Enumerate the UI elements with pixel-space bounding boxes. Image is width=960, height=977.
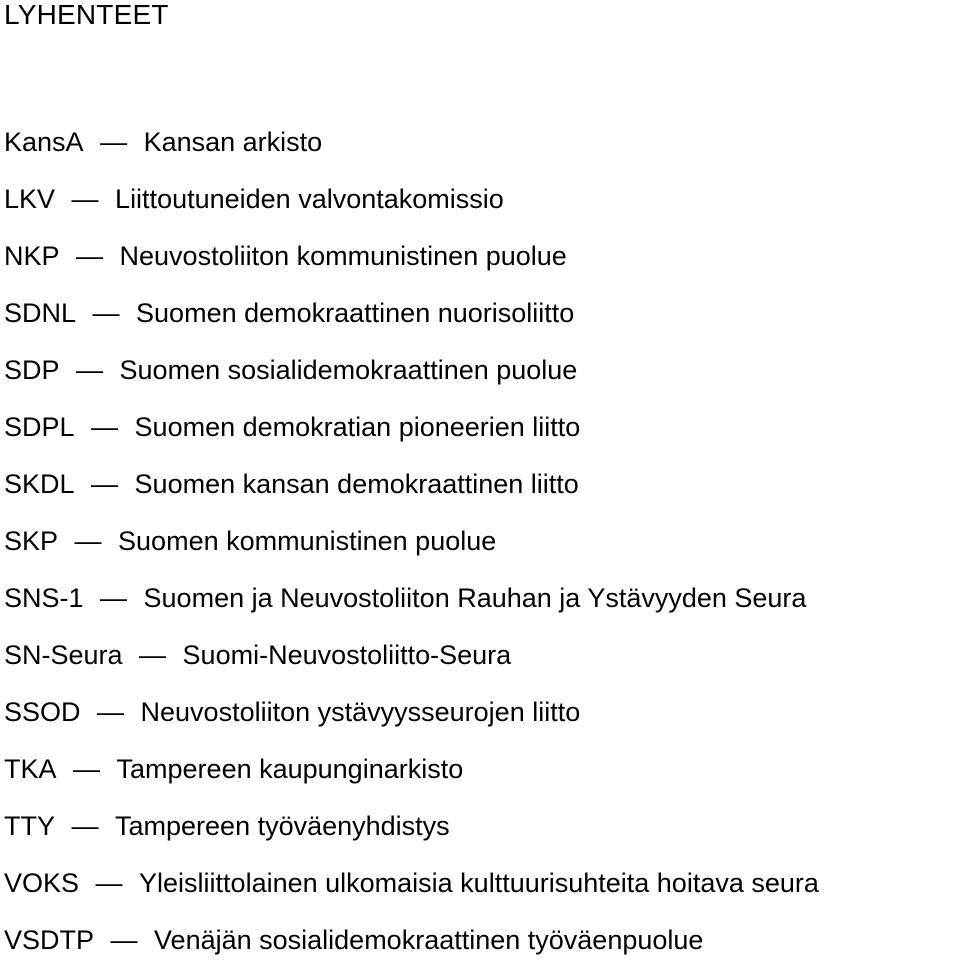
dash-separator: — [91, 412, 119, 442]
abbreviation-code: SDP [4, 355, 60, 385]
abbreviation-code: TKA [4, 754, 57, 784]
list-item [4, 122, 819, 179]
abbreviation-code: NKP [4, 241, 60, 271]
dash-separator: — [71, 811, 99, 841]
dash-separator: — [73, 754, 101, 784]
abbreviation-meaning: Suomen kansan demokraattinen liitto [134, 469, 579, 499]
abbreviation-meaning: Neuvostoliiton ystävyysseurojen liitto [140, 697, 581, 727]
abbreviation-code: SDPL [4, 412, 75, 442]
list-item [4, 578, 819, 635]
abbreviation-code: SNS-1 [4, 583, 84, 613]
abbreviation-meaning: Kansan arkisto [143, 127, 323, 157]
list-item [4, 179, 819, 236]
abbreviation-meaning: Suomen sosialidemokraattinen puolue [119, 355, 578, 385]
abbreviation-code: SKP [4, 526, 59, 556]
abbreviation-code: SDNL [4, 298, 77, 328]
dash-separator: — [100, 583, 128, 613]
dash-separator: — [76, 241, 104, 271]
list-item [4, 806, 819, 863]
abbreviation-code: KansA [4, 127, 84, 157]
dash-separator: — [97, 697, 125, 727]
dash-separator: — [110, 925, 138, 955]
list-item [4, 407, 819, 464]
dash-separator: — [91, 469, 119, 499]
dash-separator: — [92, 298, 120, 328]
abbreviation-meaning: Suomen demokraattinen nuorisoliitto [136, 298, 575, 328]
list-item [4, 863, 819, 920]
abbreviation-meaning: Suomen demokratian pioneerien liitto [134, 412, 581, 442]
abbreviation-meaning: Liittoutuneiden valvontakomissio [115, 184, 504, 214]
abbreviation-list [4, 122, 819, 977]
dash-separator: — [100, 127, 128, 157]
list-item [4, 350, 819, 407]
list-item [4, 236, 819, 293]
abbreviation-code: SKDL [4, 469, 75, 499]
abbreviation-code: VOKS [4, 868, 80, 898]
list-item [4, 749, 819, 806]
list-item [4, 920, 819, 977]
page-title: LYHENTEET [4, 0, 169, 30]
list-item [4, 464, 819, 521]
abbreviation-meaning: Yleisliittolainen ulkomaisia kulttuurisuhteita hoitava seura [139, 868, 819, 898]
dash-separator: — [71, 184, 99, 214]
abbreviation-code: TTY [4, 811, 55, 841]
list-item [4, 293, 819, 350]
list-item [4, 635, 819, 692]
dash-separator: — [76, 355, 104, 385]
abbreviation-code: SSOD [4, 697, 81, 727]
abbreviation-meaning: Suomen kommunistinen puolue [118, 526, 497, 556]
list-item [4, 692, 819, 749]
abbreviation-meaning: Tampereen kaupunginarkisto [116, 754, 464, 784]
dash-separator: — [74, 526, 102, 556]
abbreviation-meaning: Venäjän sosialidemokraattinen työväenpuolue [154, 925, 704, 955]
abbreviation-code: VSDTP [4, 925, 95, 955]
dash-separator: — [95, 868, 123, 898]
abbreviation-code: SN-Seura [4, 640, 123, 670]
dash-separator: — [139, 640, 167, 670]
abbreviation-meaning: Suomen ja Neuvostoliiton Rauhan ja Ystävyyden Seura [143, 583, 807, 613]
list-item [4, 521, 819, 578]
abbreviation-code: LKV [4, 184, 56, 214]
abbreviation-meaning: Suomi-Neuvostoliitto-Seura [182, 640, 512, 670]
abbreviation-meaning: Tampereen työväenyhdistys [115, 811, 450, 841]
abbreviation-meaning: Neuvostoliiton kommunistinen puolue [119, 241, 567, 271]
